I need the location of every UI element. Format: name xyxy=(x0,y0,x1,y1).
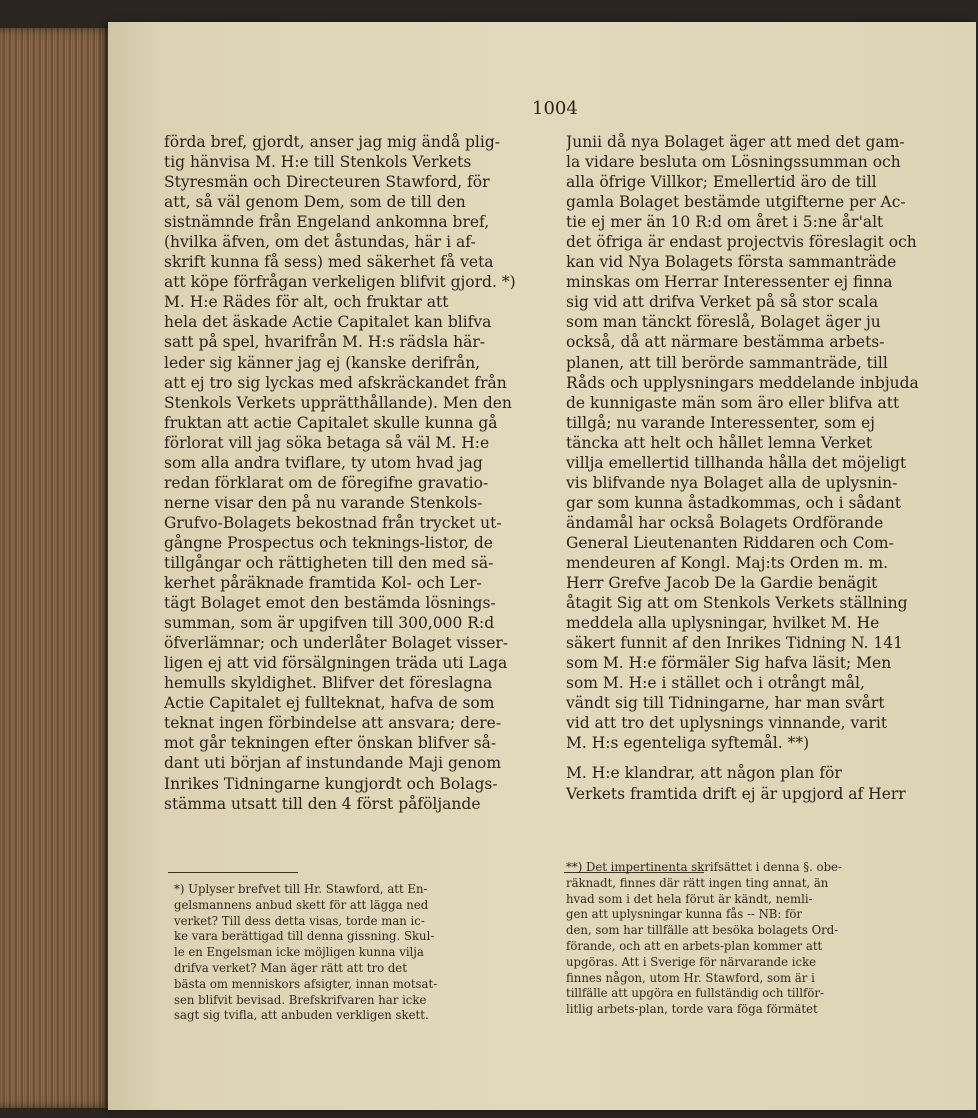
footnote-left xyxy=(174,882,554,1024)
text-line: också, då att närmare bestämma arbets- xyxy=(566,333,885,352)
text-line: som alla andra tviflare, ty utom hvad jag xyxy=(164,453,483,472)
text-line: leder sig känner jag ej (kanske derifrån, xyxy=(164,353,481,372)
text-line: de kunnigaste män som äro eller blifva att xyxy=(566,393,900,412)
text-line: att ej tro sig lyckas med afskräckandet från xyxy=(164,373,507,392)
text-line: åtagit Sig att om Stenkols Verkets ställning xyxy=(566,594,908,613)
text-line: tillgångar och rättigheten till den med sä- xyxy=(164,553,494,572)
footnote-rule-left xyxy=(168,872,298,873)
text-line: kerhet påräknade framtida Kol- och Ler- xyxy=(164,574,482,593)
text-line: Styresmän och Directeuren Stawford, för xyxy=(164,173,490,192)
text-line: mendeuren af Kongl. Maj:ts Orden m. m. xyxy=(566,553,889,572)
text-line: gamla Bolaget bestämde utgifterne per Ac- xyxy=(566,193,906,212)
text-line: tig hänvisa M. H:e till Stenkols Verkets xyxy=(164,153,472,172)
footnote-line: ke vara berättigad till denna gissning. Skul- xyxy=(174,929,435,944)
paragraph-gap xyxy=(566,753,972,763)
text-line: Verkets framtida drift ej är upgjord af Herr xyxy=(566,784,906,803)
footnote-line: den, som har tillfälle att besöka bolagets Ord- xyxy=(566,923,839,938)
text-line: M. H:e Rädes för alt, och fruktar att xyxy=(164,293,449,312)
text-line: ändamål har också Bolagets Ordförande xyxy=(566,513,884,532)
footnote-line: gen att uplysningar kunna fås -- NB: för xyxy=(566,907,802,922)
footnote-line: verket? Till dess detta visas, torde man ic- xyxy=(174,913,425,928)
text-line: kan vid Nya Bolagets första sammanträde xyxy=(566,253,897,272)
text-line: vändt sig till Tidningarne, har man svårt xyxy=(566,694,885,713)
text-line: som M. H:e i stället och i otrångt mål, xyxy=(566,674,865,693)
footnote-line: tillfälle att upgöra en fullständig och tillför- xyxy=(566,986,824,1001)
text-line: stämma utsatt till den 4 först påföljande xyxy=(164,794,481,813)
text-line: vid att tro det uplysnings vinnande, varit xyxy=(566,714,888,733)
footnote-line: finnes någon, utom Hr. Stawford, som är i xyxy=(566,970,815,985)
text-line: det öfriga är endast projectvis föreslagit och xyxy=(566,233,917,252)
text-line: som man tänckt föreslå, Bolaget äger ju xyxy=(566,313,881,332)
text-line: fruktan att actie Capitalet skulle kunna gå xyxy=(164,413,498,432)
text-line: dant uti början af instundande Maji genom xyxy=(164,754,502,773)
footnote-line: bästa om menniskors afsigter, innan motsat- xyxy=(174,976,438,991)
text-line: summan, som är upgifven till 300,000 R:d xyxy=(164,614,495,633)
page-sheet xyxy=(108,22,976,1110)
footnote-line: räknadt, finnes där rätt ingen ting annat, än xyxy=(566,875,829,890)
text-line: gar som kunna åstadkommas, och i sådant xyxy=(566,493,902,512)
text-line: skrift kunna få sess) med säkerhet få veta xyxy=(164,253,494,272)
text-line: meddela alla uplysningar, hvilket M. He xyxy=(566,614,880,633)
left-column xyxy=(164,132,554,814)
text-line: vis blifvande nya Bolaget alla de uplysnin- xyxy=(566,473,898,492)
text-line: villja emellertid tillhanda hålla det möjeligt xyxy=(566,453,907,472)
text-line: att, så väl genom Dem, som de till den xyxy=(164,193,466,212)
footnote-line: drifva verket? Man äger rätt att tro det xyxy=(174,960,407,975)
footnote-right xyxy=(566,860,972,1018)
text-line: förda bref, gjordt, anser jag mig ändå plig- xyxy=(164,133,500,151)
text-line: la vidare besluta om Lösningssumman och xyxy=(566,153,901,172)
text-line: nerne visar den på nu varande Stenkols- xyxy=(164,493,483,512)
text-line: (hvilka äfven, om det åstundas, här i af- xyxy=(164,233,476,252)
text-line: planen, att till berörde sammanträde, till xyxy=(566,353,888,372)
book-spine-edge xyxy=(0,28,112,1108)
text-line: Råds och upplysningars meddelande inbjuda xyxy=(566,373,919,392)
text-line: M. H:e klandrar, att någon plan för xyxy=(566,764,842,783)
text-line: Actie Capitalet ej fullteknat, hafva de som xyxy=(164,694,495,713)
footnote-line: *) Uplyser brefvet till Hr. Stawford, att En- xyxy=(174,882,428,896)
text-line: täncka att helt och hållet lemna Verket xyxy=(566,433,873,452)
text-line: tägt Bolaget emot den bestämda lösnings- xyxy=(164,594,496,613)
text-line: Grufvo-Bolagets bekostnad från trycket ut- xyxy=(164,513,502,532)
page-number: 1004 xyxy=(532,98,578,119)
text-line: M. H:s egenteliga syftemål. **) xyxy=(566,734,810,753)
text-line: förlorat vill jag söka betaga så väl M. H:e xyxy=(164,433,490,452)
footnote-line: sagt sig tvifla, att anbuden verkligen skett. xyxy=(174,1008,429,1023)
footnote-line: sen blifvit bevisad. Brefskrifvaren har icke xyxy=(174,992,427,1007)
text-line: Stenkols Verkets upprätthållande). Men den xyxy=(164,393,512,412)
text-line: sistnämnde från Engeland ankomna bref, xyxy=(164,213,490,232)
text-line: tillgå; nu varande Interessenter, som ej xyxy=(566,413,875,432)
text-line: Herr Grefve Jacob De la Gardie benägit xyxy=(566,574,878,593)
text-line: hemulls skyldighet. Blifver det föreslagna xyxy=(164,674,493,693)
footnote-line: litlig arbets-plan, torde vara föga förmätet xyxy=(566,1002,818,1017)
footnote-line: gelsmannens anbud skett för att lägga ned xyxy=(174,897,429,912)
text-line: som M. H:e förmäler Sig hafva läsit; Men xyxy=(566,654,892,673)
text-line: satt på spel, hvarifrån M. H:s rädsla här- xyxy=(164,333,486,352)
footnote-line: le en Engelsman icke möjligen kunna vilja xyxy=(174,945,424,960)
text-line: mot går tekningen efter önskan blifver så- xyxy=(164,734,497,753)
text-line: Junii då nya Bolaget äger att med det gam- xyxy=(566,133,905,151)
right-column xyxy=(566,132,972,804)
text-line: säkert funnit af den Inrikes Tidning N. 141 xyxy=(566,634,903,653)
text-line: hela det äskade Actie Capitalet kan blifva xyxy=(164,313,492,332)
text-line: General Lieutenanten Riddaren och Com- xyxy=(566,533,894,552)
text-line: teknat ingen förbindelse att ansvara; dere- xyxy=(164,714,502,733)
text-line: tie ej mer än 10 R:d om året i 5:ne år'alt xyxy=(566,213,884,232)
text-line: gångne Prospectus och teknings-listor, de xyxy=(164,533,493,552)
text-line: minskas om Herrar Interessenter ej finna xyxy=(566,273,893,292)
text-line: redan förklarat om de föregifne gravatio- xyxy=(164,473,489,492)
text-line: att köpe förfrågan verkeligen blifvit gjord. *) xyxy=(164,273,516,292)
text-line: Inrikes Tidningarne kungjordt och Bolags- xyxy=(164,774,498,793)
footnote-line: förande, och att en arbets-plan kommer att xyxy=(566,938,823,953)
text-line: öfverlämnar; och underlåter Bolaget visser- xyxy=(164,634,509,653)
footnote-line: hvad som i det hela förut är kändt, nemli- xyxy=(566,891,813,906)
text-line: alla öfrige Villkor; Emellertid äro de till xyxy=(566,173,877,192)
text-line: sig vid att drifva Verket på så stor scala xyxy=(566,293,879,312)
text-line: ligen ej att vid försälgningen träda uti Laga xyxy=(164,654,508,673)
footnote-line: **) Det impertinenta skrifsättet i denna §. obe- xyxy=(566,860,842,874)
footnote-line: upgöras. Att i Sverige för närvarande icke xyxy=(566,954,817,969)
